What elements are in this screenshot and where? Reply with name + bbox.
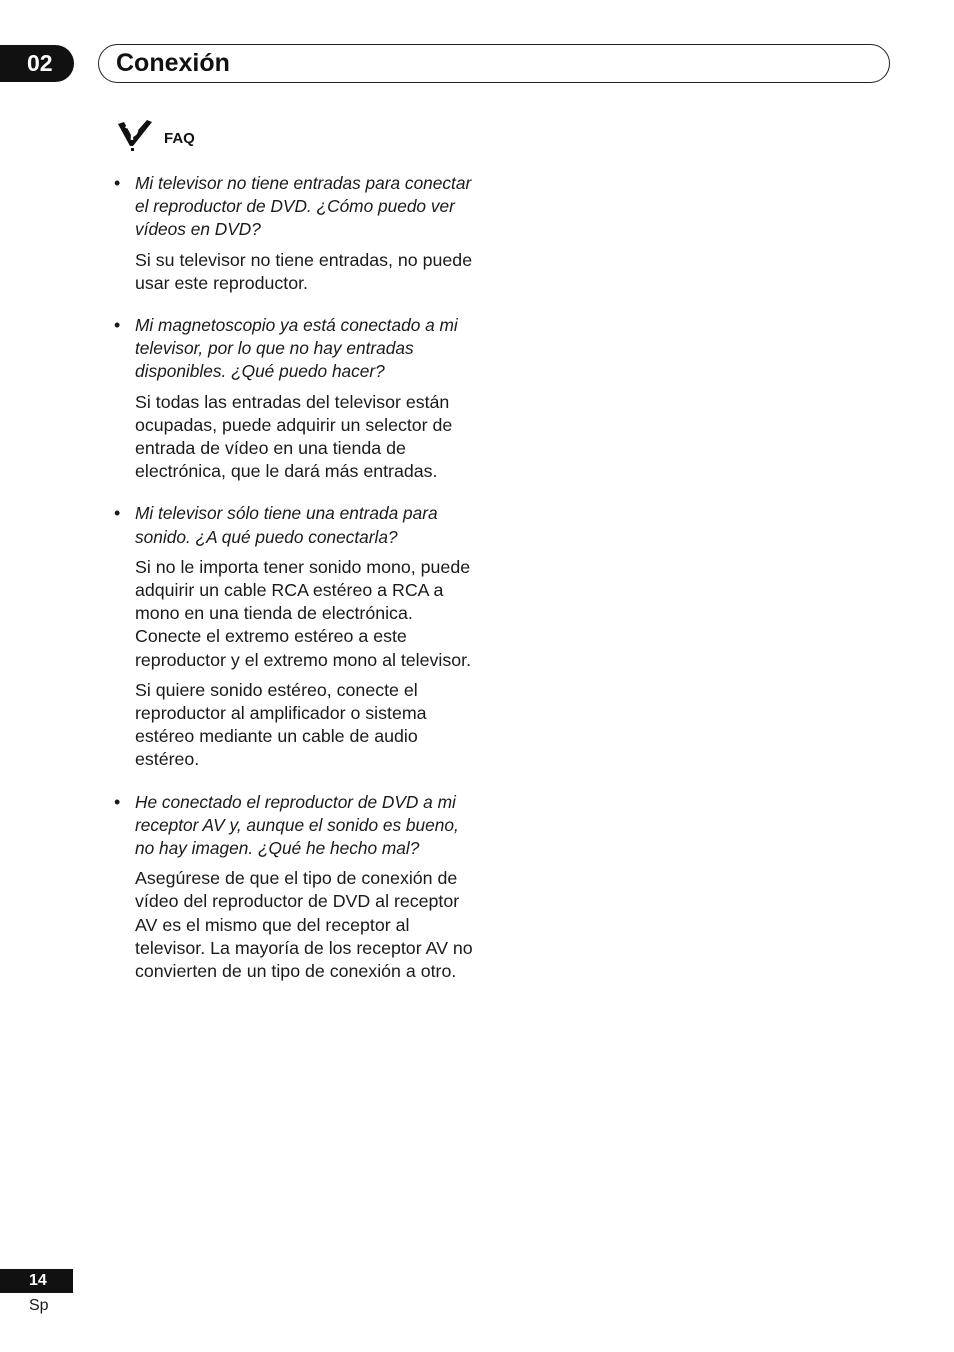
faq-question: Mi televisor sólo tiene una entrada para sonido. ¿A qué puedo conectarla? bbox=[135, 503, 438, 547]
faq-heading: FAQ bbox=[164, 130, 195, 147]
faq-question: He conectado el reproductor de DVD a mi receptor AV y, aunque el sonido es bueno, no hay imagen. ¿Qué he hecho mal? bbox=[135, 791, 459, 859]
bullet-icon: • bbox=[114, 173, 121, 193]
bullet-icon: • bbox=[114, 315, 121, 336]
faq-question: Mi magnetoscopio ya está conectado a mi televisor, por lo que no hay entradas disponibles. ¿Qué puedo hacer? bbox=[135, 315, 458, 382]
faq-answer: Si todas las entradas del televisor están ocupadas, puede adquirir un selector de entrada de vídeo en una tienda de electrónica, que le dará más entradas. bbox=[135, 391, 453, 482]
chapter-title: Conexión bbox=[116, 49, 230, 77]
question-check-icon bbox=[116, 118, 154, 152]
bullet-icon: • bbox=[114, 791, 121, 812]
faq-item bbox=[114, 172, 482, 295]
faq-list bbox=[114, 172, 482, 1002]
faq-item bbox=[114, 314, 482, 483]
faq-answer: Asegúrese de que el tipo de conexión de vídeo del reproductor de DVD al receptor AV es el mismo que del receptor al televisor. La mayoría de los receptor AV no convierten de un tipo de conexión a otro. bbox=[135, 868, 473, 982]
faq-item bbox=[114, 502, 482, 771]
chapter-number-tab: 02 bbox=[0, 45, 74, 82]
page-language: Sp bbox=[29, 1297, 49, 1314]
page-number: 14 bbox=[0, 1269, 73, 1293]
faq-item bbox=[114, 791, 482, 984]
faq-answer: Si no le importa tener sonido mono, puede adquirir un cable RCA estéreo a RCA a mono en una tienda de electrónica. Conecte el extremo estéreo a este reproductor y el extremo mono al televisor. bbox=[135, 556, 472, 670]
faq-answer: Si quiere sonido estéreo, conecte el reproductor al amplificador o sistema estéreo mediante un cable de audio estéreo. bbox=[135, 679, 427, 770]
faq-question: Mi televisor no tiene entradas para conectar el reproductor de DVD. ¿Cómo puedo ver vídeos en DVD? bbox=[135, 173, 472, 240]
faq-answer: Si su televisor no tiene entradas, no puede usar este reproductor. bbox=[135, 249, 473, 293]
bullet-icon: • bbox=[114, 503, 121, 524]
